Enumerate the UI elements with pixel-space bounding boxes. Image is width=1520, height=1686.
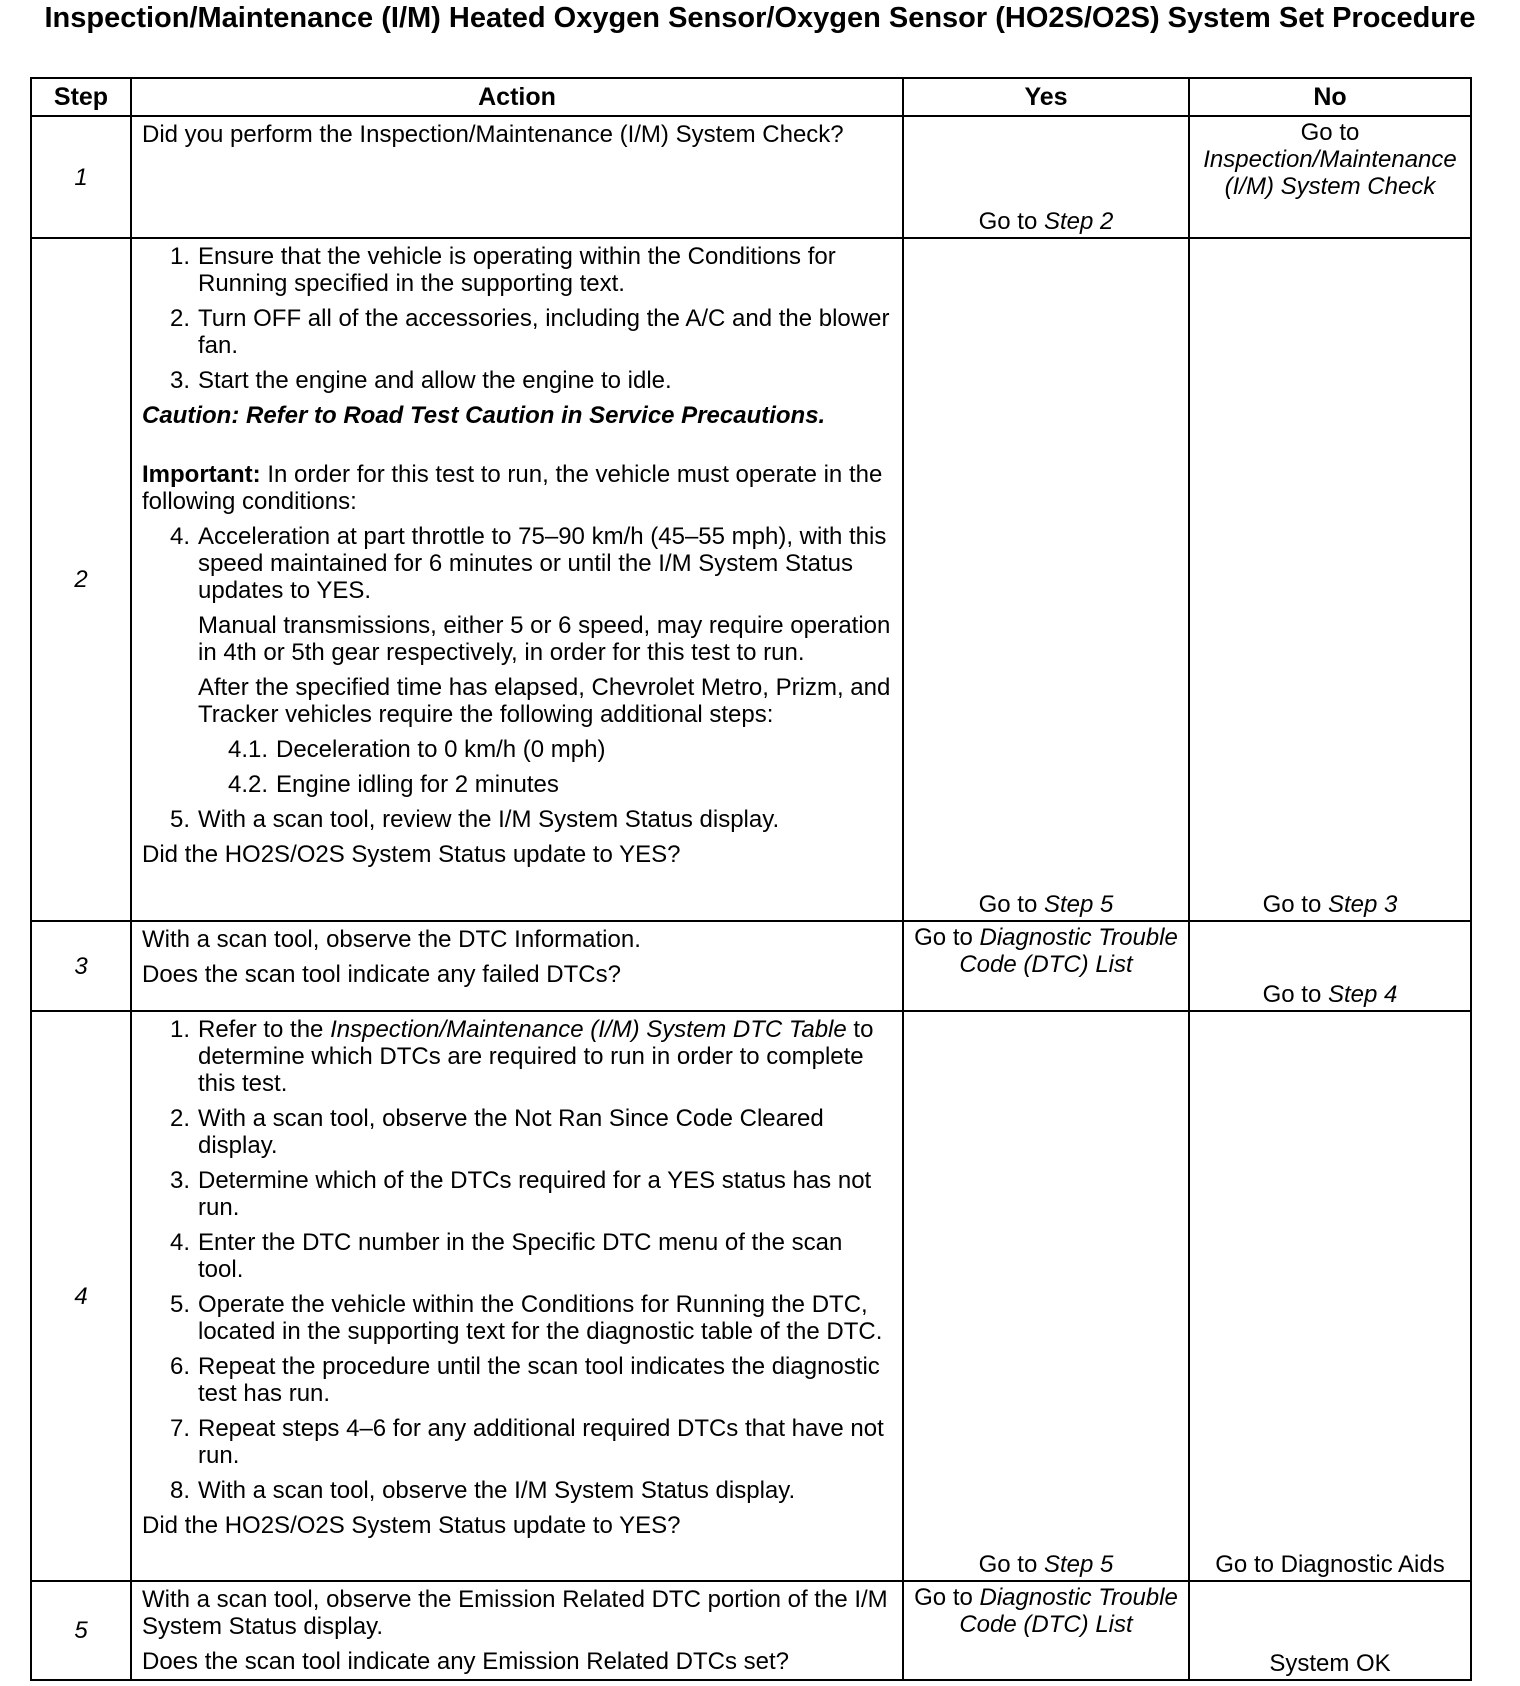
yes-link[interactable]: Step 5 (1043, 1551, 1114, 1578)
step-action (131, 1011, 903, 1581)
header-no: No (1189, 78, 1471, 116)
no-cell (1189, 116, 1471, 238)
yes-link[interactable]: Step 2 (1043, 208, 1114, 235)
step-question: Did you perform the Inspection/Maintenance (I/M) System Check? (142, 121, 844, 148)
step-action (131, 1581, 903, 1680)
table-row (31, 1011, 1471, 1581)
step-question: Did the HO2S/O2S System Status update to YES? (142, 841, 681, 868)
step-number: 4 (31, 1011, 131, 1581)
step-question: Did the HO2S/O2S System Status update to YES? (142, 1512, 681, 1539)
list-item: 4. Acceleration at part throttle to 75–90 km/h (45–55 mph), with this speed maintained for 6 minutes or until the I/M System Status updates to YES. (169, 523, 887, 604)
list-item: 4. Enter the DTC number in the Specific DTC menu of the scan tool. (169, 1229, 843, 1283)
header-action: Action (131, 78, 903, 116)
go-to-yes-text: Go to Diagnostic Trouble Code (DTC) List (914, 1584, 1178, 1638)
step-question: Does the scan tool indicate any Emission Related DTCs set? (142, 1648, 789, 1675)
no-link[interactable]: Go to Diagnostic Aids (1215, 1551, 1445, 1578)
procedure-table (30, 77, 1472, 1681)
list-item: 5. Operate the vehicle within the Conditions for Running the DTC, located in the supporting text for the diagnostic table of the DTC. (169, 1291, 883, 1345)
header-yes: Yes (903, 78, 1189, 116)
list-item: 2. With a scan tool, observe the Not Ran Since Code Cleared display. (169, 1105, 824, 1159)
header-step: Step (31, 78, 131, 116)
go-to-label: Go to (978, 208, 1038, 235)
step-number: 3 (31, 921, 131, 1011)
no-cell (1189, 921, 1471, 1011)
step-number: 5 (31, 1581, 131, 1680)
no-link[interactable]: Step 4 (1327, 981, 1398, 1008)
yes-cell (903, 116, 1189, 238)
list-item: 8. With a scan tool, observe the I/M System Status display. (169, 1477, 796, 1504)
go-to-label: Go to (1262, 981, 1322, 1008)
step-action (131, 116, 903, 238)
additional-steps-note: After the specified time has elapsed, Chevrolet Metro, Prizm, and Tracker vehicles require the following additional steps: (198, 674, 891, 728)
list-item: 5. With a scan tool, review the I/M System Status display. (169, 806, 780, 833)
important-note: Important: In order for this test to run, the vehicle must operate in the following conditions: (142, 461, 883, 515)
go-to-label: Go to (978, 891, 1038, 918)
go-to-label: Go to (1300, 119, 1360, 146)
yes-cell (903, 1581, 1189, 1680)
no-cell (1189, 1581, 1471, 1680)
list-item: 3. Start the engine and allow the engine to idle. (169, 367, 672, 394)
step-question: Does the scan tool indicate any failed DTCs? (142, 961, 621, 988)
step-instruction: With a scan tool, observe the DTC Information. (142, 926, 641, 953)
manual-transmission-note: Manual transmissions, either 5 or 6 speed, may require operation in 4th or 5th gear respectively, in order for this test to run. (198, 612, 891, 666)
list-item: 1. Ensure that the vehicle is operating within the Conditions for Running specified in the supporting text. (169, 243, 836, 297)
table-row (31, 116, 1471, 238)
yes-cell (903, 238, 1189, 921)
list-item: 6. Repeat the procedure until the scan tool indicates the diagnostic test has run. (169, 1353, 880, 1407)
sub-list-item: 4.2. Engine idling for 2 minutes (227, 771, 559, 798)
go-to-yes-text: Go to Diagnostic Trouble Code (DTC) List (914, 924, 1178, 978)
yes-link[interactable]: Step 5 (1043, 891, 1114, 918)
page-title: Inspection/Maintenance (I/M) Heated Oxygen Sensor/Oxygen Sensor (HO2S/O2S) System Set Procedure (44, 2, 1476, 34)
yes-link[interactable]: Diagnostic Trouble Code (DTC) List (959, 1584, 1178, 1638)
no-link[interactable]: Step 3 (1327, 891, 1398, 918)
no-cell (1189, 1011, 1471, 1581)
table-row (31, 238, 1471, 921)
dtc-table-reference[interactable]: Inspection/Maintenance (I/M) System DTC Table (330, 1016, 847, 1043)
step-instruction: With a scan tool, observe the Emission Related DTC portion of the I/M System Status display. (142, 1586, 888, 1640)
no-result: System OK (1269, 1650, 1391, 1677)
yes-cell (903, 921, 1189, 1011)
go-to-label: Go to (978, 1551, 1038, 1578)
yes-link[interactable]: Diagnostic Trouble Code (DTC) List (959, 924, 1178, 978)
step-action (131, 238, 903, 921)
list-item: 3. Determine which of the DTCs required for a YES status has not run. (169, 1167, 872, 1221)
list-item: 7. Repeat steps 4–6 for any additional required DTCs that have not run. (169, 1415, 884, 1469)
list-item: 1. Refer to the Inspection/Maintenance (I/M) System DTC Table to determine which DTCs are required to run in order to complete this test. (169, 1016, 874, 1097)
caution-note: Caution: Refer to Road Test Caution in Service Precautions. (142, 402, 826, 429)
table-header-row (31, 78, 1471, 116)
yes-cell (903, 1011, 1189, 1581)
no-cell (1189, 238, 1471, 921)
list-item: 2. Turn OFF all of the accessories, including the A/C and the blower fan. (169, 305, 890, 359)
no-link[interactable]: Inspection/Maintenance (I/M) System Check (1203, 146, 1457, 200)
sub-list-item: 4.1. Deceleration to 0 km/h (0 mph) (227, 736, 606, 763)
table-row (31, 1581, 1471, 1680)
table-row (31, 921, 1471, 1011)
go-to-label: Go to (1262, 891, 1322, 918)
step-number: 2 (31, 238, 131, 921)
step-number: 1 (31, 116, 131, 238)
step-action (131, 921, 903, 1011)
